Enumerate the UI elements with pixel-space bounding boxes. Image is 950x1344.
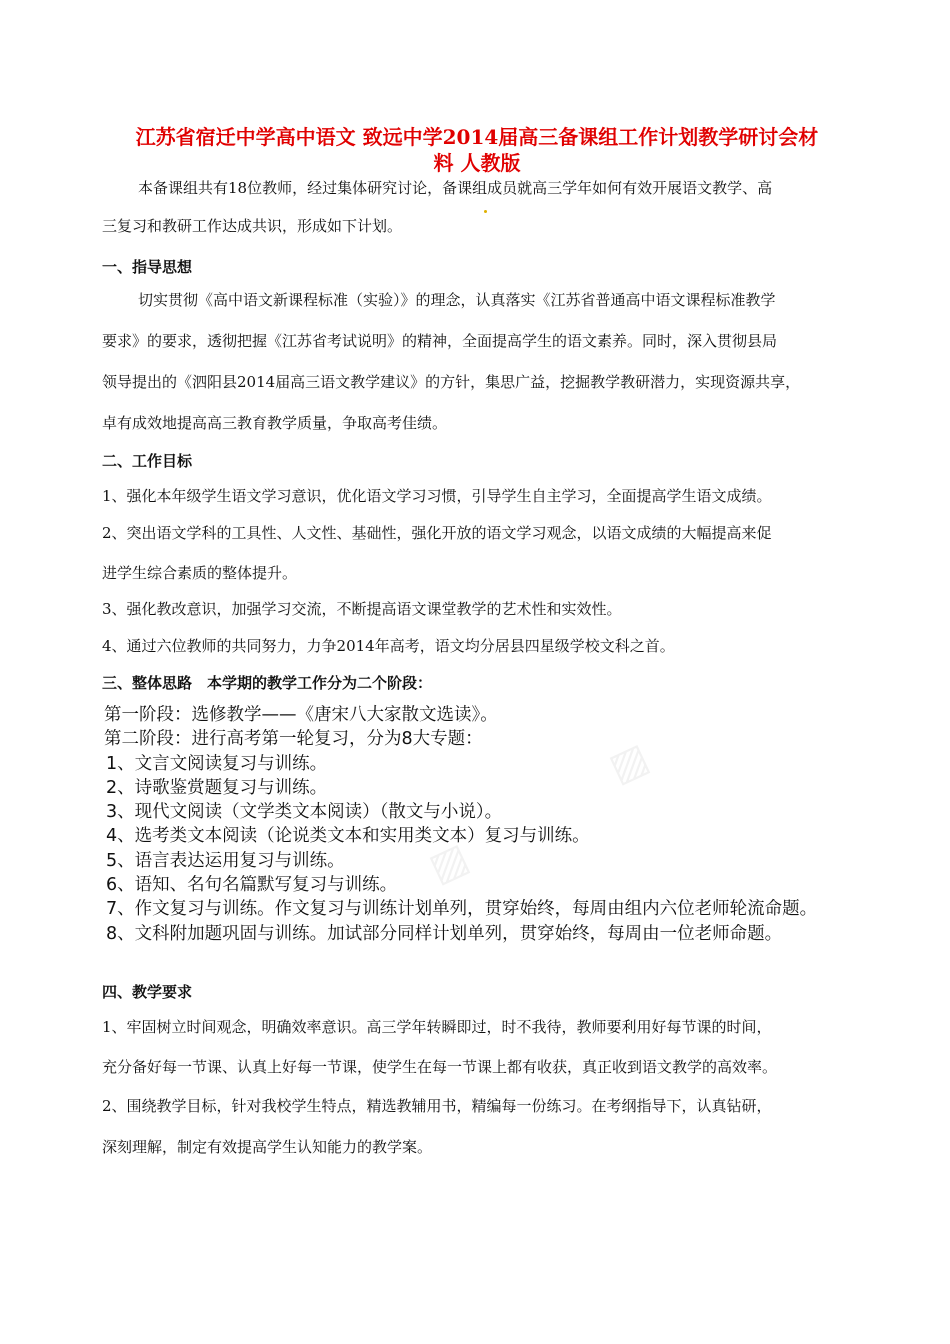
section2-line-5: 4、通过六位教师的共同努力，力争2014年高考，语文均分居县四星级学校文科之首。	[102, 637, 675, 655]
section-heading-4: 四、教学要求	[102, 983, 193, 1001]
section-heading-1: 一、指导思想	[102, 258, 193, 276]
section4-line-4: 深刻理解，制定有效提高学生认知能力的教学案。	[102, 1138, 433, 1156]
topic-item: 1、文言文阅读复习与训练。	[106, 753, 328, 774]
faint-watermark: ▨	[422, 834, 476, 892]
stray-mark	[484, 210, 487, 213]
section1-line-3: 领导提出的《泗阳县2014届高三语文教学建议》的方针，集思广益，挖掘教学教研潜力，实现资源共享，	[102, 373, 801, 391]
section2-line-4: 3、强化教改意识，加强学习交流，不断提高语文课堂教学的艺术性和实效性。	[102, 600, 622, 618]
section4-line-3: 2、围绕教学目标，针对我校学生特点，精选教辅用书，精编每一份练习。在考纲指导下，认真钻研，	[102, 1097, 772, 1115]
faint-watermark: ▨	[602, 734, 656, 792]
section1-line-1: 切实贯彻《高中语文新课程标准（实验）》的理念，认真落实《江苏省普通高中语文课程标准教学	[138, 291, 776, 309]
document-title-line1: 江苏省宿迁中学高中语文 致远中学2014届高三备课组工作计划教学研讨会材	[135, 125, 819, 149]
topic-item: 3、现代文阅读（文学类文本阅读）（散文与小说）。	[106, 802, 503, 823]
section4-line-2: 充分备好每一节课、认真上好每一节课，使学生在每一节课上都有收获，真正收到语文教学的高效率。	[102, 1058, 778, 1076]
topic-item: 5、语言表达运用复习与训练。	[106, 850, 345, 871]
section1-line-4: 卓有成效地提高高三教育教学质量，争取高考佳绩。	[102, 414, 448, 432]
stage-plan-list	[104, 703, 884, 946]
topic-item: 6、语知、名句名篇默写复习与训练。	[106, 875, 398, 896]
section2-line-3: 进学生综合素质的整体提升。	[102, 564, 298, 582]
intro-line-2: 三复习和教研工作达成共识，形成如下计划。	[102, 217, 403, 235]
section-heading-3: 三、整体思路 本学期的教学工作分为二个阶段：	[102, 674, 433, 692]
section2-line-2: 2、突出语文学科的工具性、人文性、基础性，强化开放的语文学习观念，以语文成绩的大幅提高来促	[102, 524, 772, 542]
topic-item: 4、选考类文本阅读（论说类文本和实用类文本）复习与训练。	[106, 826, 590, 847]
section2-line-1: 1、强化本年级学生语文学习意识，优化语文学习习惯，引导学生自主学习，全面提高学生语文成绩。	[102, 487, 772, 505]
topic-item: 8、文科附加题巩固与训练。加试部分同样计划单列，贯穿始终，每周由一位老师命题。	[106, 923, 783, 944]
stage-item: 第一阶段：选修教学——《唐宋八大家散文选读》。	[104, 705, 498, 725]
topic-item: 7、作文复习与训练。作文复习与训练计划单列，贯穿始终，每周由组内六位老师轮流命题。	[106, 899, 818, 920]
intro-line-1: 本备课组共有18位教师，经过集体研究讨论，备课组成员就高三学年如何有效开展语文教学、高	[138, 179, 773, 197]
document-title-line2: 料 人教版	[433, 151, 521, 175]
topic-item: 2、诗歌鉴赏题复习与训练。	[106, 777, 328, 798]
section-heading-2: 二、工作目标	[102, 452, 193, 470]
stage-item: 第二阶段：进行高考第一轮复习，分为8大专题：	[104, 729, 483, 750]
section4-line-1: 1、牢固树立时间观念，明确效率意识。高三学年转瞬即过，时不我待，教师要利用好每节课的时间，	[102, 1018, 772, 1036]
section1-line-2: 要求》的要求，透彻把握《江苏省考试说明》的精神，全面提高学生的语文素养。同时，深入贯彻县局	[102, 332, 778, 350]
